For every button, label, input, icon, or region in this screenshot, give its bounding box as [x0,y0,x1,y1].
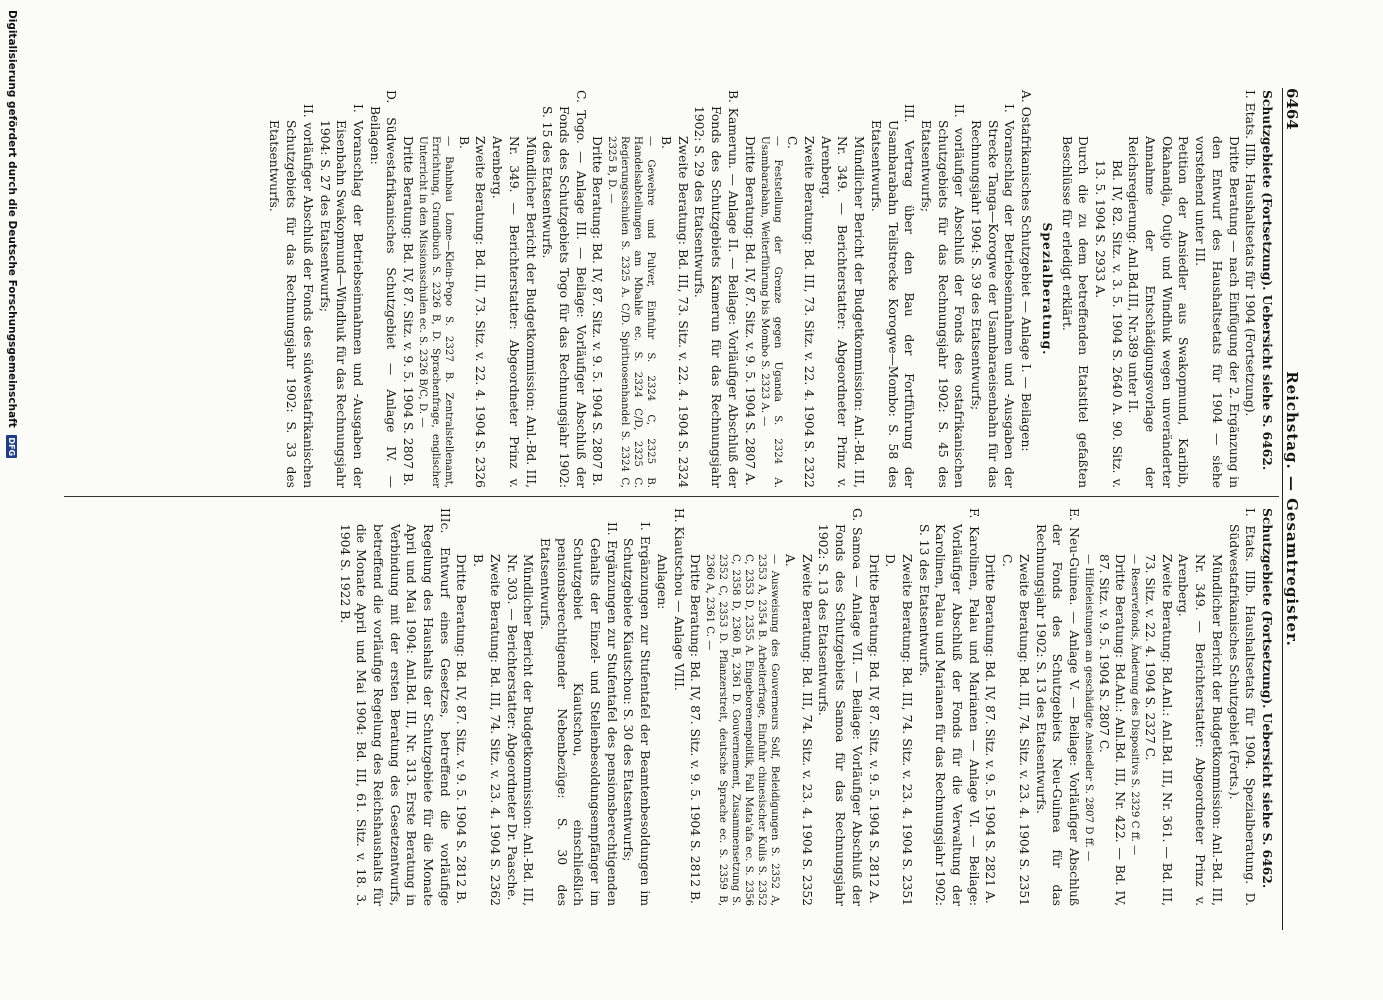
index-entry: II. vorläufiger Abschluß der Fonds des südwestafrikanischen Schutzgebiets für das Rechnungsjahr 1902: S. 33 des Etatsentwurfs. [267,104,315,488]
index-entry: Dritte Beratung: Bd. IV, 87. Sitz. v. 9. 5. 1904 S. 2812 A. [866,554,881,904]
index-entry: Zweite Beratung: Bd. III, 74. Sitz. v. 23. 4. 1904 S. 2352 A. [783,554,814,906]
index-entry: Dritte Beratung: Bd. IV, 87. Sitz. v. 9. 5. 1904 S. 2812 B. [688,554,703,904]
index-entry: Dritte Beratung: Bd. IV, 87. Sitz. v. 9. 5. 1904 S. 2807 B. [590,136,605,486]
index-entry: Schutzgebiete (Fortsetzung). Uebersicht siehe S. 6462. [1260,90,1275,471]
running-title: Reichstag. — Gesamtregister. [1283,371,1301,647]
index-entry: Zweite Beratung: Bd. III, 74. Sitz. v. 23. 4. 1904 S. 2362 B. [471,554,502,906]
index-entry: Zweite Beratung: Bd. III, 73. Sitz. v. 22. 4. 1904 S. 2322 C. [785,136,817,488]
index-entry: Zweite Beratung: Bd.Anl.: Anl.Bd. III, Nr. 361. — Bd. III, 73. Sitz. v. 22. 4. 1904 S. 2327 C. [1143,554,1174,906]
index-entry: E. Neu-Guinea. — Anlage V. — Beilage: Vorläufiger Abschluß der Fonds des Schutzgebiets Neu-Guinea für das Rechnungsjahr 1902: S. 13 des Etatsentwurfs. [1033,508,1081,906]
index-entry: Mündlicher Bericht der Budgetkommission: Anl.-Bd. III, Nr. 349. — Berichterstatter: Abgeordneter Prinz v. Arenberg. [818,136,867,488]
page-header [1275,88,1305,930]
index-entry: Zweite Beratung: Bd. III, 74. Sitz. v. 23. 4. 1904 S. 2351 D. [883,554,914,906]
index-entry: H. Kiautschou — Anlage VIII. [671,508,686,691]
index-entry: I. Etats. IIIb. Haushaltsetats für 1904. Spezialberatung. D. Südwestafrikanisches Schutzgebiet (Forts.). [1226,508,1258,906]
index-entry: I. Ergänzungen zur Stufentafel der Beamtenbesoldungen im Schutzgebiete Kiautschou: S. 30 des Etatsentwurfs; [621,522,653,906]
index-entry: — Bahnbau Lome—Klein-Popo S. 2327 B. Zentralstellenamt, Errichtung, Grundbuch S. 2326 B, D. Sprachenfrage, englischer Unterricht in den Missionsschulen ec. S. 2326 B/C, D. — [417,136,455,488]
index-entry: Schutzgebiete (Fortsetzung). Uebersicht siehe S. 6462. [1260,508,1275,889]
left-column [65,90,1275,488]
index-entry: B. Kamerun. — Anlage II. — Beilage: Vorläufiger Abschluß der Fonds des Schutzgebiets Kamerun für das Rechnungsjahr 1902: S. 29 des Etatsentwurfs. [692,90,740,488]
dfg-logo: DFG [7,437,17,457]
index-entry: — Feststellung der Grenze gegen Uganda S. 2324 A. Usambarabahn, Weiterführung bis Mombo S. 2323 A. — [758,136,783,488]
index-entry: — Gewehre und Pulver, Einfuhr S. 2324 C, 2325 B. Handelsabteilungen am Mbahle ec. S. 2324 C/D, 2325 C. Regierungsschulen S. 2325 A. C/D. Spirituosenhandel S. 2324 C, 2325 B, D. — [606,136,657,488]
index-entry: Zweite Beratung: Bd. III, 73. Sitz. v. 22. 4. 1904 S. 2326 B. [456,136,488,488]
index-entry: IIIc. Entwurf eines Gesetzes, betreffend die vorläufige Regelung des Haushalts der Schutzgebiete für die Monate April und Mai 1904: Anl.Bd. III, Nr. 313. Erste Beratung in Verbindung mit der ersten Beratung des Gesetzentwurfs, betreffend die vorläufige Regelung des Reichshaushalts für die Monate April und Mai 1904: Bd. III, 61. Sitz. v. 18. 3. 1904 S. 1922 B. [337,508,452,906]
index-entry: C. Togo. — Anlage III. — Beilage: Vorläufiger Abschluß der Fonds des Schutzgebiets Togo für das Rechnungsjahr 1902: S. 15 des Etatsentwurfs. [540,90,588,488]
index-entry: Dritte Beratung: Bd.Anl.: Anl.Bd. III, Nr. 422. — Bd. IV, 87. Sitz. v. 9. 5. 1904 S. 2807 C. [1096,554,1128,906]
index-entry: III. Vertrag über den Bau der Fortführung der Usambarabahn Teilstrecke Korogwe—Mombo: S. 58 des Etatsentwurfs. [868,104,917,488]
index-entry: A. Ostafrikanisches Schutzgebiet — Anlage I. — Beilagen: [1019,90,1034,452]
index-entry: G. Samoa — Anlage VII. — Beilage: Vorläufiger Abschluß der Fonds des Schutzgebiets Samoa für das Rechnungsjahr 1902: S. 13 des Etatsentwurfs. [816,508,864,906]
index-entry: Mündlicher Bericht der Budgetkommission: Anl.-Bd. III, Nr. 349. — Berichterstatter: Abgeordneter Prinz v. Arenberg. [1176,554,1224,906]
page-number: 6464 [1283,88,1301,130]
index-entry: Dritte Beratung: Bd. IV, 87. Sitz. v. 9. 5. 1904 S. 2807 B. [401,136,416,486]
index-entry: I. Etats. IIIb. Haushaltsetats für 1904 (Fortsetzung). [1243,90,1258,417]
index-entry: Mündlicher Bericht der Budgetkommission: Anl.-Bd. III, Nr. 303. — Berichterstatter: Abgeordneter Dr. Paasche. [504,554,536,906]
header-rule [1282,88,1283,930]
index-entry: Dritte Beratung: Bd. IV, 87. Sitz. v. 9. 5. 1904 S. 2812 B. [454,554,469,904]
index-entry: Anlagen: [654,554,669,610]
index-entry: Petition der Ansiedler aus Swakopmund, Karibib, Okahandja, Outjo und Windhuk wegen unveränderter Annahme der Entschädigungsvorlage der Reichsregierung: Anl.Bd.III, Nr.389 unter II. [1126,136,1191,488]
index-entry: II. vorläufiger Abschluß der Fonds des ostafrikanischen Schutzgebiets für das Rechnungsjahr 1902: S. 45 des Etatsentwurfs; [918,104,967,488]
index-entry: — Hilfeleistungen an geschädigte Ansiedler S. 2807 D ff. — [1082,554,1094,862]
index-entry: Dritte Beratung: Bd. IV, 87. Sitz. v. 9. 5. 1904 S. 2821 A. [983,554,998,904]
right-column [65,508,1275,906]
index-entry: Dritte Beratung: Bd. IV, 87. Sitz. v. 9. 5. 1904 S. 2807 A. [742,136,757,486]
index-entry: I. Voranschlag der Betriebseinnahmen und -Ausgaben der Strecke Tanga—Korogwe der Usambaraeisenbahn für das Rechnungsjahr 1904: S. 39 des Etatsentwurfs; [969,104,1017,488]
credit-text: Digitalisierung gefördert durch die Deutsche Forschungsgemeinschaft [6,10,18,428]
index-entry: II. Ergänzungen zur Stufentafel des pensionsberechtigenden Gehalts der Einzel- und Stellenbesoldungsempfänger im Schutzgebiet Kiautschou, einschließlich pensionsberechtigender Nebenbezüge: S. 30 des Etatsentwurfs. [537,522,619,906]
column-divider [64,496,1279,497]
index-entry: — Ausweisung des Gouverneurs Solf, Beleidigungen S. 2352 A, 2353 A, 2354 B. Arbeiterfrage, Einfuhr chinesischer Kulis S. 2352 C, 2353 D, 2355 A. Eingeborenenpolitik, Fall Mata'afa ec. S. 2356 C, 2358 D, 2360 B, 2361 D. Gouvernement, Zusammensetzung S. 2352 C, 2353 D. Pflanzerstreit, deutsche Sprache ec. S. 2359 B, 2360 A, 2361 C. — [704,554,781,906]
index-entry: I. Voranschlag der Betriebseinnahmen und -Ausgaben der Eisenbahn Swakopmund—Windhuk für das Rechnungsjahr 1904: S. 27 des Etatsentwurfs; [317,104,365,488]
footer-credit [6,10,18,990]
index-entry: Mündlicher Bericht der Budgetkommission: Anl.-Bd. III, Nr. 349. — Berichterstatter: Abgeordneter Prinz v. Arenberg. [490,136,538,488]
index-entry: — Reservefonds, Änderung des Dispositivs S. 2329 C ff. — [1129,554,1141,856]
index-entry: Bd. IV, 82. Sitz. v. 3. 5. 1904 S. 2640 A. 90. Sitz. v. 13. 5. 1904 S. 2933 A. [1092,160,1124,488]
index-entry: Dritte Beratung — nach Einfügung der 2. Ergänzung in den Entwurf des Haushaltsetats für 1904 — siehe vorstehend unter III. [1193,136,1241,488]
index-entry: Spezialberatung. [1039,222,1055,356]
index-entry: F. Karolinen, Palau und Marianen — Anlage VI. — Beilage: Vorläufiger Abschluß der Fonds für die Verwaltung der Karolinen, Palau und Marianen für das Rechnungsjahr 1902: S. 13 des Etatsentwurfs. [916,508,981,906]
index-entry: Zweite Beratung: Bd. III, 74. Sitz. v. 23. 4. 1904 S. 2351 C. [1000,554,1031,906]
index-entry: Durch die zu dem betreffenden Etatstitel gefaßten Beschlüsse für erledigt erklärt. [1059,136,1091,488]
index-entry: D. Südwestafrikanisches Schutzgebiet — Anlage IV. — Beilagen: [367,90,399,488]
index-entry: Zweite Beratung: Bd. III, 73. Sitz. v. 22. 4. 1904 S. 2324 B. [659,136,690,488]
